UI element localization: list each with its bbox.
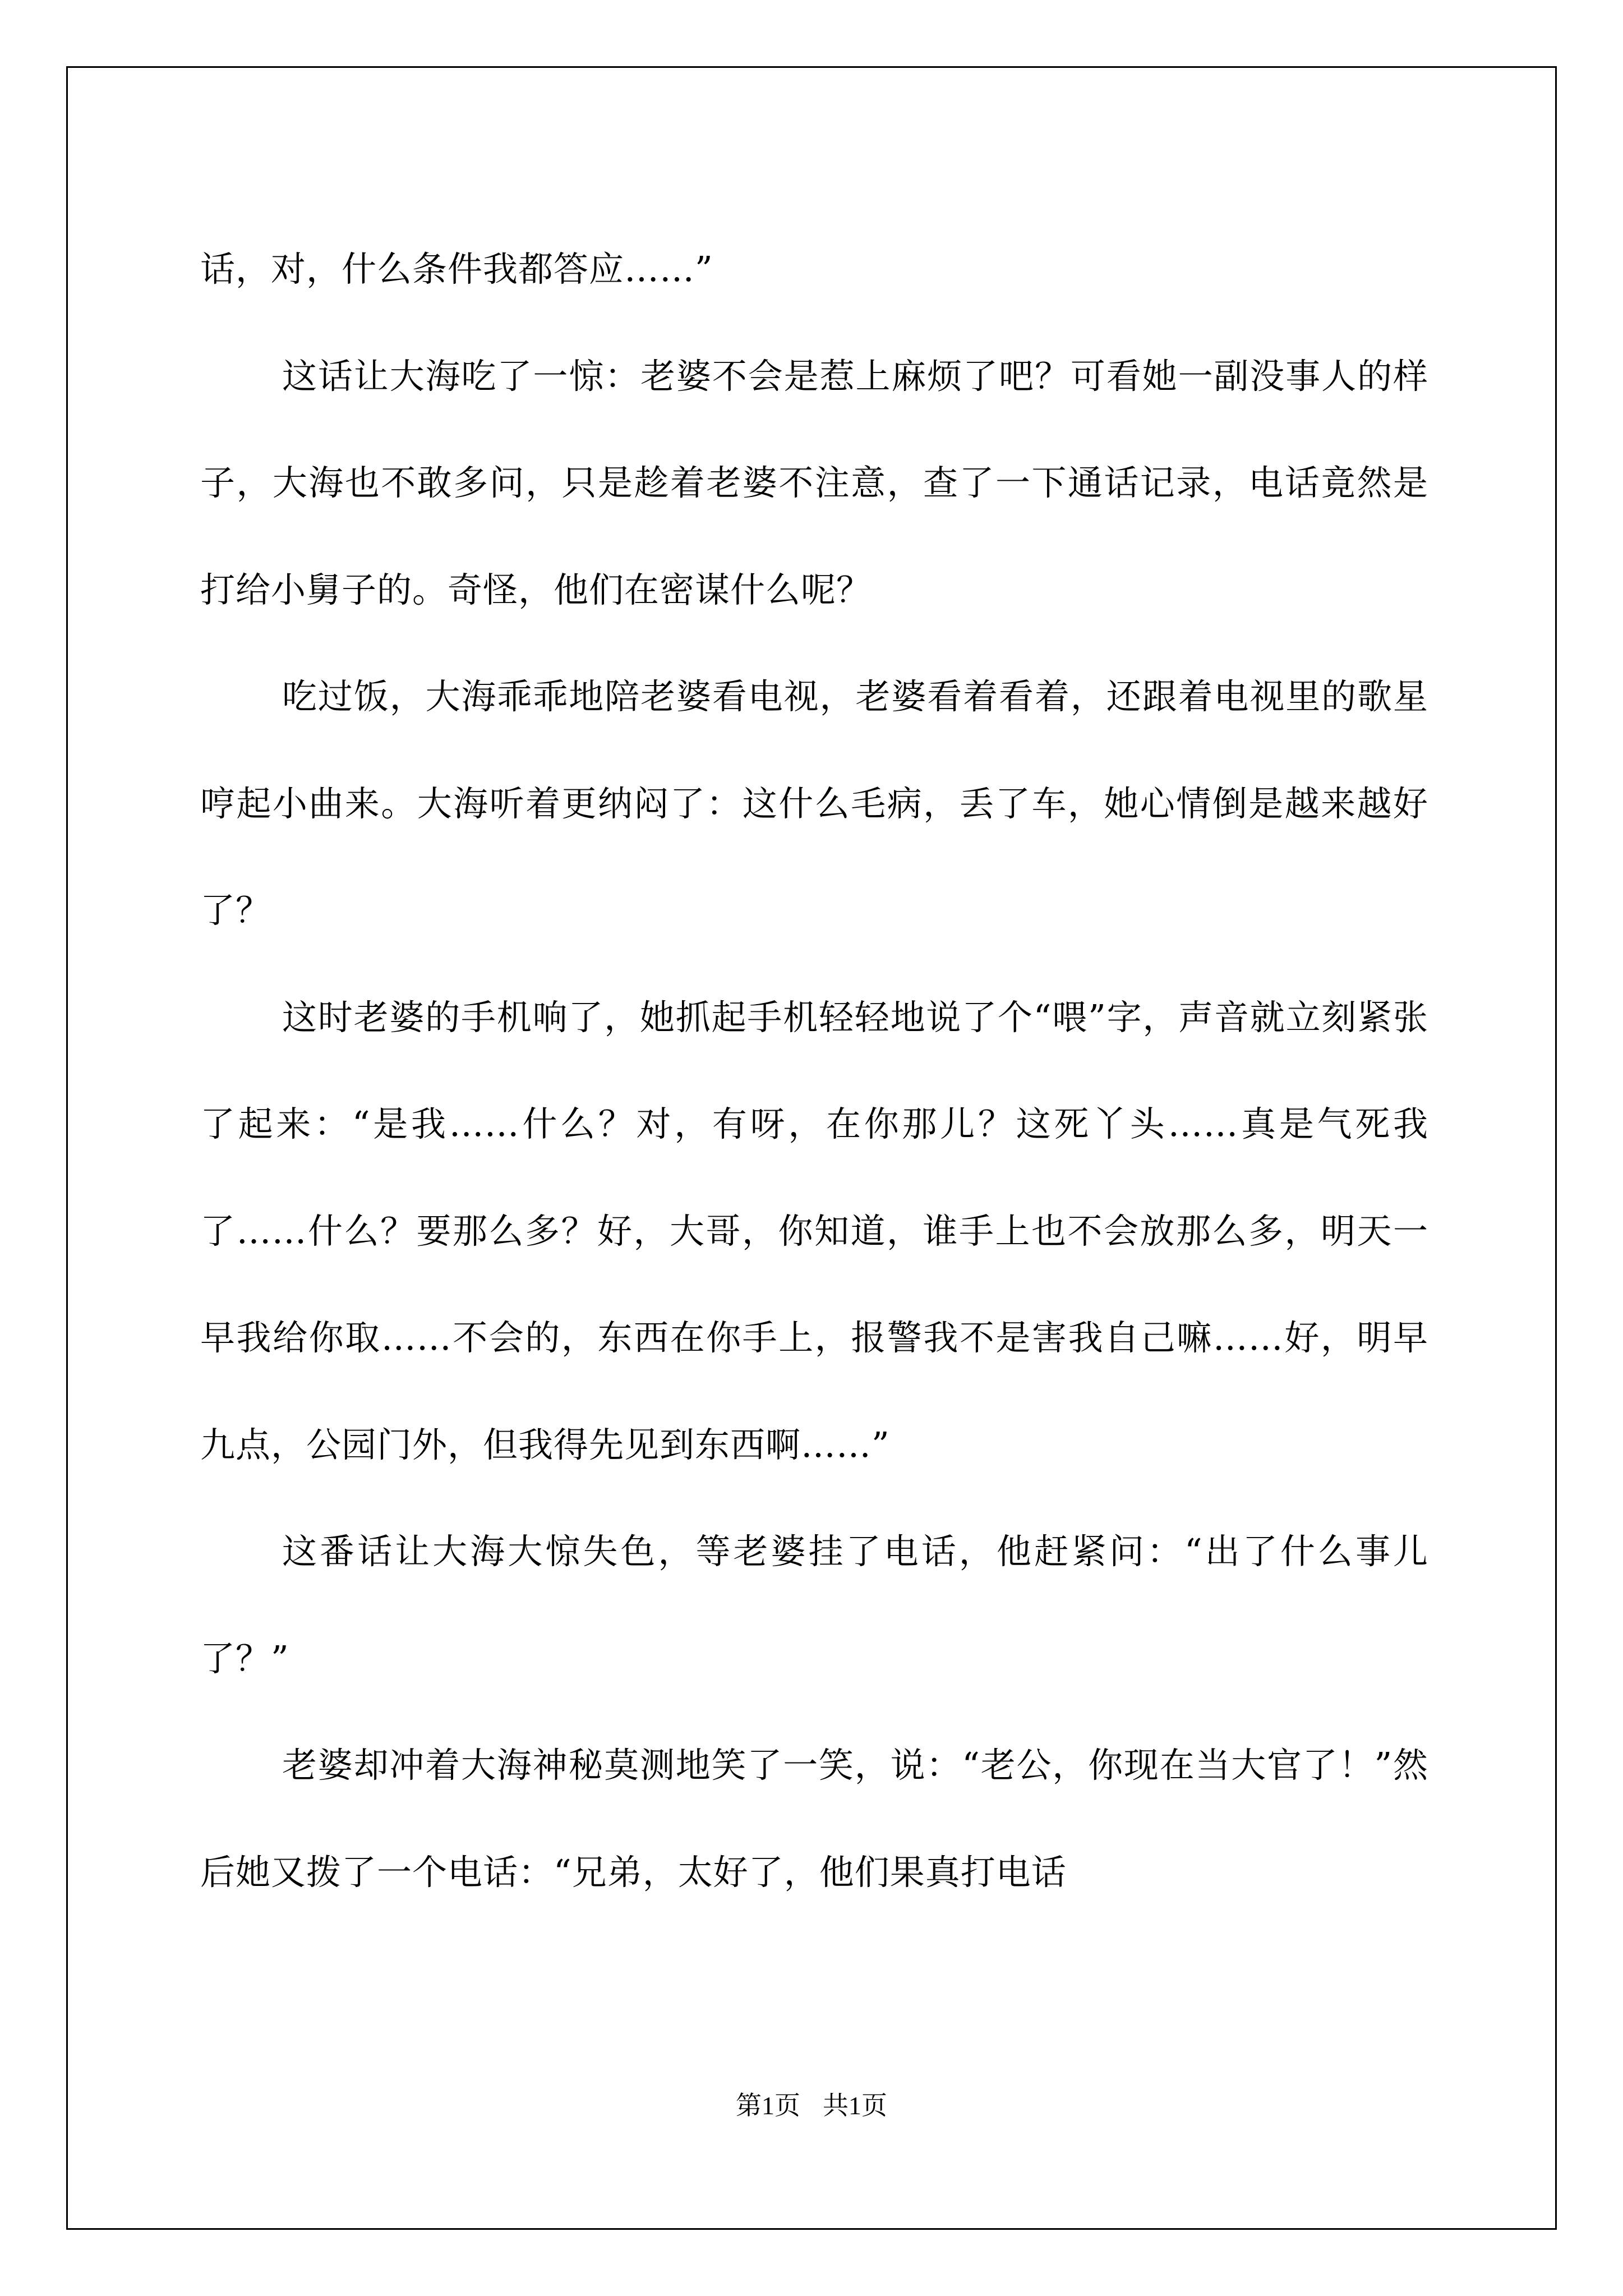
paragraph: 话，对，什么条件我都答应……” [200,249,713,289]
page-total: 共1页 [823,2091,887,2120]
paragraph: 老婆却冲着大海神秘莫测地笑了一笑，说：“老公，你现在当大官了！”然后她又拨了一个电话：“兄弟，太好了，他们果真打电话 [200,1745,1428,1893]
paragraph: 这时老婆的手机响了，她抓起手机轻轻地说了个“喂”字，声音就立刻紧张了起来：“是我……什么？对，有呀，在你那儿？这死丫头……真是气死我了……什么？要那么多？好，大哥，你知道，谁手上也不会放那么多，明天一早我给你取……不会的，东西在你手上，报警我不是害我自己嘛……好，明早九点，公园门外，但我得先见到东西啊……” [200,996,1428,1465]
page-number: 第1页 [736,2091,800,2120]
paragraph: 吃过饭，大海乖乖地陪老婆看电视，老婆看着看着，还跟着电视里的歌星哼起小曲来。大海听着更纳闷了：这什么毛病，丢了车，她心情倒是越来越好了？ [200,676,1428,931]
page-footer [0,2089,1623,2123]
paragraph: 这话让大海吃了一惊：老婆不会是惹上麻烦了吧？可看她一副没事人的样子，大海也不敢多问，只是趁着老婆不注意，查了一下通话记录，电话竟然是打给小舅子的。奇怪，他们在密谋什么呢？ [200,355,1428,610]
paragraph: 这番话让大海大惊失色，等老婆挂了电话，他赶紧问：“出了什么事儿了？” [200,1531,1428,1679]
document-body [200,216,1428,1926]
